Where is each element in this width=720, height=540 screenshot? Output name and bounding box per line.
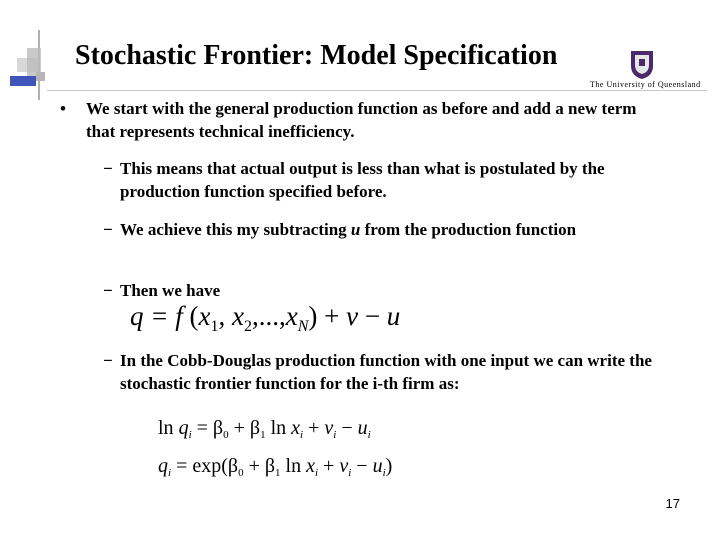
sub-bullet-1	[103, 157, 663, 203]
sub-bullet-2	[103, 218, 663, 241]
sub-bullet-text: This means that actual output is less than what is postulated by the production function specified before.	[120, 159, 605, 201]
bullet-text: We start with the general production function as before and add a new term that represents technical inefficiency.	[86, 99, 637, 141]
svg-text:ln qi = β0 + β1 ln xi + vi − u: $\ln q_i = \beta_0 + \beta_1$ $\ln x_i + v_i - u_i$	[158, 417, 371, 441]
sub-text-part: We achieve this my subtracting	[120, 220, 351, 239]
university-logo	[590, 50, 700, 100]
sub-bullet-text	[120, 218, 663, 241]
title-divider	[47, 90, 707, 91]
sub-marker: −	[103, 159, 113, 178]
page-number: 17	[665, 496, 680, 511]
crest-icon	[630, 50, 654, 80]
sub-marker: −	[103, 351, 113, 370]
equation-production-frontier	[130, 298, 450, 338]
slide-title: Stochastic Frontier: Model Specification	[75, 40, 558, 71]
decor-square-blue	[10, 76, 36, 86]
sub-bullet-4	[103, 349, 663, 395]
sub-marker: −	[103, 281, 113, 300]
logo-text: The University of Queensland	[590, 80, 701, 89]
bullet-marker: •	[60, 99, 66, 118]
svg-text:qi = exp(β0 + β1 ln xi + vi −: $q_i = \exp(\beta_0 + \beta_1$ $\ln x_i + v_i - u_i$)	[158, 455, 393, 479]
sub-marker: −	[103, 220, 113, 239]
sub-text-part: from the production function	[360, 220, 577, 239]
svg-text:q = f (x1, x2,...,xN) + v − u: q = f ($x_1$, $x_2,...,x_N) + v - u$	[130, 301, 401, 335]
sub-bullet-text: In the Cobb-Douglas production function with one input we can write the stochastic frontier function for the i-th firm as:	[120, 351, 652, 393]
variable-u: u	[350, 220, 361, 239]
sub-bullet-text: Then we have	[120, 281, 221, 300]
equation-cobb-douglas	[158, 410, 428, 485]
decor-square	[36, 72, 45, 81]
